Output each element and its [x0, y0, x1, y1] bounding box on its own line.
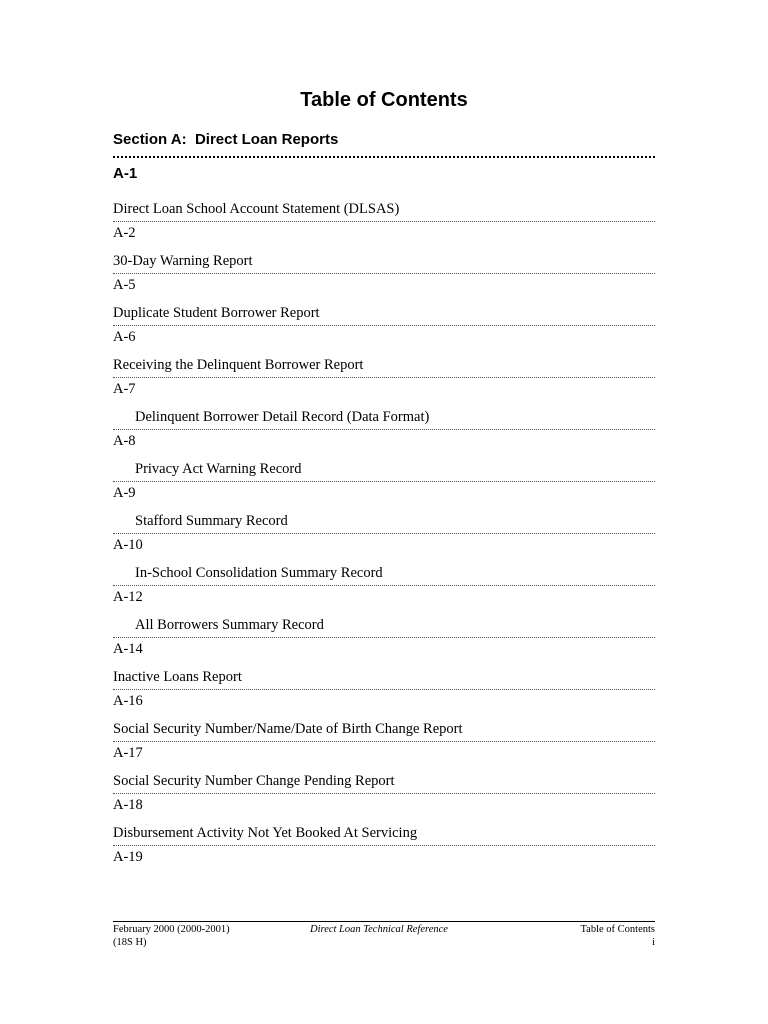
footer-code: (18S H): [113, 937, 147, 948]
toc-leader-dots: [113, 793, 655, 794]
toc-entry-page-number: A-17: [113, 745, 143, 761]
toc-entry[interactable]: [113, 564, 655, 608]
toc-entry-title: 30-Day Warning Report: [113, 253, 253, 269]
toc-entry-title: Receiving the Delinquent Borrower Report: [113, 357, 364, 373]
toc-entry-page-number: A-19: [113, 849, 143, 865]
toc-leader-dots: [113, 221, 655, 222]
toc-entry-page-number: A-10: [113, 537, 143, 553]
page-title: Table of Contents: [300, 89, 468, 111]
toc-leader-dots: [113, 637, 655, 638]
toc-leader-dots: [113, 585, 655, 586]
toc-leader-dots: [113, 325, 655, 326]
toc-entry-title: In-School Consolidation Summary Record: [135, 565, 383, 581]
toc-leader-dots: [113, 273, 655, 274]
toc-entry-page-number: A-9: [113, 485, 136, 501]
toc-entry-page-number: A-8: [113, 433, 136, 449]
toc-entry[interactable]: [113, 252, 655, 296]
toc-entry[interactable]: [113, 668, 655, 712]
toc-leader-dots: [113, 481, 655, 482]
toc-entry[interactable]: [113, 512, 655, 556]
toc-leader-dots: [113, 377, 655, 378]
toc-entry-title: Disbursement Activity Not Yet Booked At Servicing: [113, 825, 418, 841]
toc-entry[interactable]: [113, 200, 655, 244]
toc-entry-page-number: A-2: [113, 225, 136, 241]
footer-date: February 2000 (2000-2001): [113, 924, 230, 935]
toc-entry[interactable]: [113, 408, 655, 452]
toc-entry-page-number: A-12: [113, 589, 143, 605]
toc-entry-page-number: A-5: [113, 277, 136, 293]
toc-entry-title: Direct Loan School Account Statement (DLSAS): [113, 201, 400, 217]
toc-leader-dots: [113, 741, 655, 742]
toc-entry[interactable]: [113, 304, 655, 348]
toc-entry-title: All Borrowers Summary Record: [135, 617, 324, 633]
footer-section-name: Table of Contents: [580, 924, 655, 935]
footer-left: [113, 923, 230, 949]
section-leader-dots: [113, 156, 655, 158]
section-heading: Section A: Direct Loan Reports: [113, 131, 339, 148]
toc-entry-title: Social Security Number Change Pending Report: [113, 773, 395, 789]
toc-entry[interactable]: [113, 616, 655, 660]
toc-entry-title: Duplicate Student Borrower Report: [113, 305, 320, 321]
footer-rule: [113, 921, 655, 922]
toc-entry-page-number: A-14: [113, 641, 143, 657]
toc-leader-dots: [113, 533, 655, 534]
toc-entry-title: Delinquent Borrower Detail Record (Data Format): [135, 409, 430, 425]
toc-leader-dots: [113, 429, 655, 430]
toc-entry[interactable]: [113, 356, 655, 400]
toc-entry[interactable]: [113, 460, 655, 504]
toc-entry-page-number: A-7: [113, 381, 136, 397]
footer-page-number: i: [652, 937, 655, 948]
toc-entry[interactable]: [113, 772, 655, 816]
toc-leader-dots: [113, 845, 655, 846]
toc-leader-dots: [113, 689, 655, 690]
toc-entry-page-number: A-6: [113, 329, 136, 345]
toc-entry-page-number: A-18: [113, 797, 143, 813]
section-page-number: A-1: [113, 165, 138, 182]
toc-entry-title: Inactive Loans Report: [113, 669, 242, 685]
toc-entry-title: Stafford Summary Record: [135, 513, 288, 529]
toc-entry-title: Privacy Act Warning Record: [135, 461, 302, 477]
toc-entry-title: Social Security Number/Name/Date of Birth Change Report: [113, 721, 463, 737]
toc-entry[interactable]: [113, 824, 655, 868]
footer-right: [581, 923, 656, 949]
toc-entry[interactable]: [113, 720, 655, 764]
toc-entry-page-number: A-16: [113, 693, 143, 709]
footer-document-title: Direct Loan Technical Reference: [310, 924, 448, 935]
